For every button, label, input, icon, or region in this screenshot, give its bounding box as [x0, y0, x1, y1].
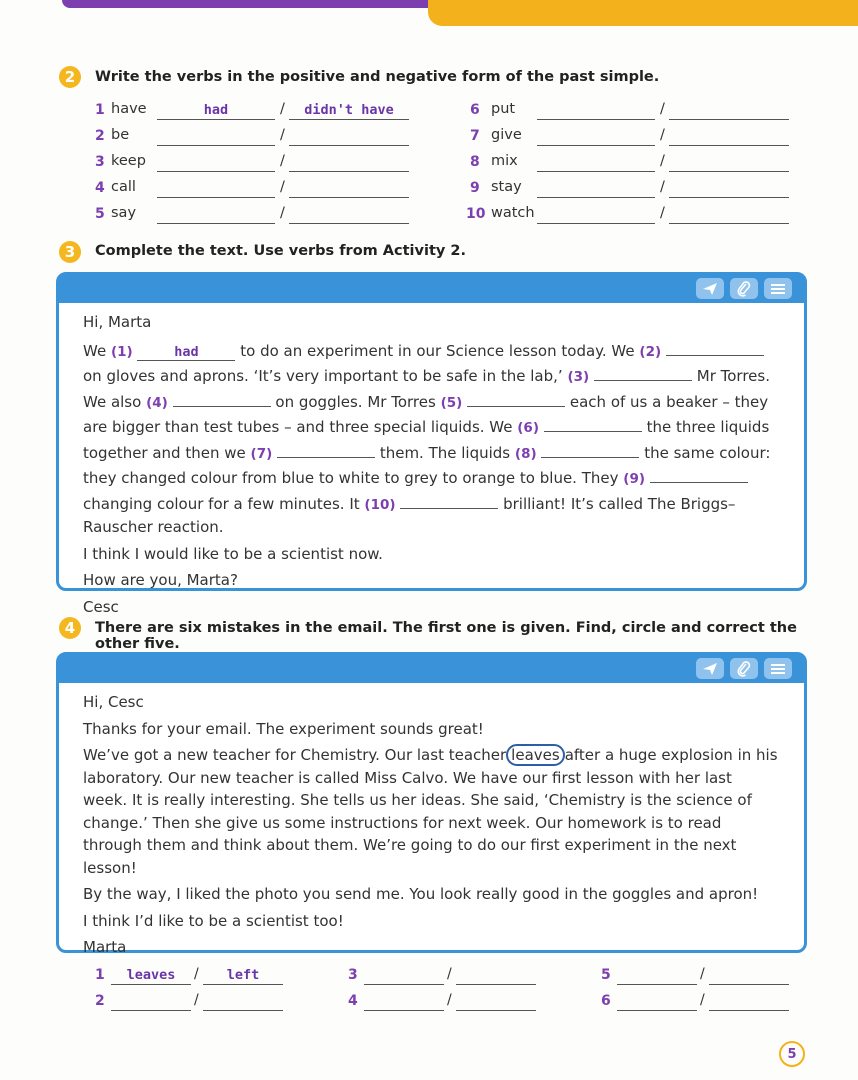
- verb-label: stay: [491, 179, 522, 195]
- gap-3[interactable]: [594, 363, 692, 381]
- attach-icon[interactable]: [730, 278, 758, 299]
- verb-row: [95, 153, 435, 173]
- email-header: [59, 275, 804, 303]
- slash-separator: /: [700, 992, 705, 1008]
- menu-icon[interactable]: [764, 658, 792, 679]
- mistake-answer[interactable]: [364, 993, 444, 1011]
- positive-answer[interactable]: [157, 206, 275, 224]
- mistake-answer[interactable]: [111, 993, 191, 1011]
- gap-9[interactable]: [650, 465, 748, 483]
- gap-5[interactable]: [467, 389, 565, 407]
- positive-answer[interactable]: [157, 154, 275, 172]
- negative-answer[interactable]: [289, 128, 409, 146]
- gap-10[interactable]: [400, 491, 498, 509]
- positive-answer[interactable]: [537, 102, 655, 120]
- email-signature: Cesc: [83, 597, 119, 616]
- negative-answer[interactable]: [669, 102, 789, 120]
- slash-separator: /: [194, 992, 199, 1008]
- verb-row: [95, 179, 435, 199]
- item-number: 6: [601, 993, 611, 1009]
- slash-separator: /: [280, 127, 285, 143]
- correction-row: [348, 992, 548, 1014]
- verb-row: [95, 127, 435, 147]
- negative-answer[interactable]: [289, 206, 409, 224]
- slash-separator: /: [660, 127, 665, 143]
- correction-answer[interactable]: [709, 967, 789, 985]
- slash-separator: /: [447, 992, 452, 1008]
- positive-answer[interactable]: [157, 180, 275, 198]
- email-header: [59, 655, 804, 683]
- email-paragraph: We’ve got a new teacher for Chemistry. Our last teacher leaves after a huge explosion in his laboratory. Our new teacher is called Miss Calvo. We have our first lesson with her last week. It is really interesting. She tells us her ideas. She said, ‘Chemistry is the science of change.’ Then she give us some instructions for next week. Our homework is to read through them and think about them. We’re going to do our first experiment in the next lesson!: [83, 746, 778, 877]
- correction-row: [348, 966, 548, 988]
- correction-answer[interactable]: [203, 993, 283, 1011]
- verb-row: [95, 205, 435, 225]
- correction-row: [95, 966, 295, 988]
- email-body: [59, 683, 804, 959]
- attach-icon[interactable]: [730, 658, 758, 679]
- slash-separator: /: [700, 966, 705, 982]
- verb-label: watch: [491, 205, 535, 221]
- mistake-answer[interactable]: leaves: [111, 967, 191, 985]
- item-number: 8: [470, 154, 480, 170]
- gap-8[interactable]: [541, 440, 639, 458]
- gap-number: (7): [250, 445, 273, 462]
- item-number: 5: [95, 206, 105, 222]
- gap-number: (3): [567, 369, 590, 385]
- gap-2[interactable]: [666, 338, 764, 356]
- negative-answer[interactable]: [669, 154, 789, 172]
- verb-label: have: [111, 101, 147, 117]
- gap-number: (9): [623, 471, 646, 487]
- slash-separator: /: [660, 153, 665, 169]
- email-line: I think I’d like to be a scientist too!: [83, 911, 344, 930]
- item-number: 3: [348, 967, 358, 983]
- exercise-4-instruction: There are six mistakes in the email. The first one is given. Find, circle and correct the other five.: [95, 620, 797, 652]
- slash-separator: /: [280, 153, 285, 169]
- email-paragraph: We (1) had to do an experiment in our Science lesson today. We (2) on gloves and aprons. ‘It’s very important to be safe in the lab,’ (3) Mr Torres. We also (4) on goggles. Mr Torres (5) each of us a beaker – they are bigger than test tubes – and three special liquids. We (6) the three liquids together and then we (7) them. The liquids (8) the same colour: they changed colour from blue to white to grey to orange to blue. They (9) changing colour for a few minutes. It (10) brilliant! It’s called The Briggs–Rauscher reaction.: [83, 338, 780, 539]
- verb-row: [470, 101, 810, 121]
- item-number: 10: [466, 206, 486, 222]
- gap-7[interactable]: [277, 440, 375, 458]
- email-marta: [56, 652, 807, 956]
- negative-answer[interactable]: [669, 128, 789, 146]
- mistake-answer[interactable]: [617, 967, 697, 985]
- item-number: 7: [470, 128, 480, 144]
- verb-label: call: [111, 179, 136, 195]
- item-number: 1: [95, 967, 105, 983]
- negative-answer[interactable]: didn't have: [289, 102, 409, 120]
- exercise-3-instruction: Complete the text. Use verbs from Activity 2.: [95, 243, 466, 259]
- menu-icon[interactable]: [764, 278, 792, 299]
- positive-answer[interactable]: [537, 154, 655, 172]
- positive-answer[interactable]: had: [157, 102, 275, 120]
- correction-answer[interactable]: [456, 967, 536, 985]
- verb-label: say: [111, 205, 137, 221]
- exercise-3-badge: 3: [59, 241, 81, 263]
- negative-answer[interactable]: [289, 180, 409, 198]
- send-icon[interactable]: [696, 278, 724, 299]
- gap-number: (1): [110, 343, 133, 360]
- gap-1[interactable]: had: [137, 343, 235, 361]
- exercise-2-instruction: Write the verbs in the positive and negative form of the past simple.: [95, 69, 660, 85]
- verb-row: [470, 179, 810, 199]
- correction-answer[interactable]: [456, 993, 536, 1011]
- exercise-2-badge: 2: [59, 66, 81, 88]
- send-icon[interactable]: [696, 658, 724, 679]
- circled-mistake[interactable]: leaves: [506, 744, 565, 766]
- slash-separator: /: [280, 101, 285, 117]
- gap-6[interactable]: [544, 414, 642, 432]
- negative-answer[interactable]: [669, 206, 789, 224]
- email-cesc: [56, 272, 807, 616]
- negative-answer[interactable]: [289, 154, 409, 172]
- slash-separator: /: [280, 179, 285, 195]
- email-greeting: Hi, Cesc: [83, 693, 144, 711]
- slash-separator: /: [447, 966, 452, 982]
- gap-number: (4): [146, 394, 168, 411]
- email-greeting: Hi, Marta: [83, 313, 152, 331]
- positive-answer[interactable]: [537, 206, 655, 224]
- slash-separator: /: [660, 101, 665, 117]
- positive-answer[interactable]: [537, 180, 655, 198]
- top-decoration-purple: [62, 0, 482, 8]
- positive-answer[interactable]: [537, 128, 655, 146]
- email-line: How are you, Marta?: [83, 571, 238, 589]
- verb-label: give: [491, 127, 522, 143]
- verb-row: [470, 153, 810, 173]
- correction-row: [95, 992, 295, 1014]
- gap-number: (2): [639, 343, 662, 360]
- correction-row: [601, 992, 801, 1014]
- correction-row: [601, 966, 801, 988]
- exercise-4-badge: 4: [59, 617, 81, 639]
- verb-label: put: [491, 101, 516, 117]
- item-number: 9: [470, 180, 480, 196]
- correction-answer[interactable]: left: [203, 967, 283, 985]
- gap-number: (6): [517, 420, 539, 436]
- item-number: 4: [95, 180, 105, 196]
- item-number: 2: [95, 993, 105, 1009]
- mistake-answer[interactable]: [617, 993, 697, 1011]
- gap-number: (8): [514, 445, 537, 462]
- item-number: 1: [95, 102, 105, 118]
- item-number: 6: [470, 102, 480, 118]
- slash-separator: /: [280, 205, 285, 221]
- item-number: 5: [601, 967, 611, 983]
- email-body: [59, 303, 804, 618]
- verb-row: [95, 101, 435, 121]
- item-number: 2: [95, 128, 105, 144]
- correction-answer[interactable]: [709, 993, 789, 1011]
- negative-answer[interactable]: [669, 180, 789, 198]
- gap-4[interactable]: [173, 389, 271, 407]
- top-decoration-yellow: [428, 0, 858, 26]
- slash-separator: /: [660, 205, 665, 221]
- verb-row: [470, 127, 810, 147]
- gap-number: (10): [364, 496, 396, 513]
- verb-row: [466, 205, 810, 225]
- item-number: 4: [348, 993, 358, 1009]
- email-paragraph: By the way, I liked the photo you send me. You look really good in the goggles and apron!: [83, 885, 759, 903]
- mistake-answer[interactable]: [364, 967, 444, 985]
- verb-label: be: [111, 127, 130, 143]
- page-number: 5: [779, 1041, 805, 1067]
- slash-separator: /: [194, 966, 199, 982]
- gap-number: (5): [440, 394, 463, 411]
- slash-separator: /: [660, 179, 665, 195]
- email-line: I think I would like to be a scientist now.: [83, 544, 383, 563]
- item-number: 3: [95, 154, 105, 170]
- positive-answer[interactable]: [157, 128, 275, 146]
- email-signature: Marta: [83, 938, 127, 956]
- verb-label: mix: [491, 153, 518, 169]
- email-line: Thanks for your email. The experiment sounds great!: [83, 719, 484, 738]
- verb-label: keep: [111, 153, 146, 169]
